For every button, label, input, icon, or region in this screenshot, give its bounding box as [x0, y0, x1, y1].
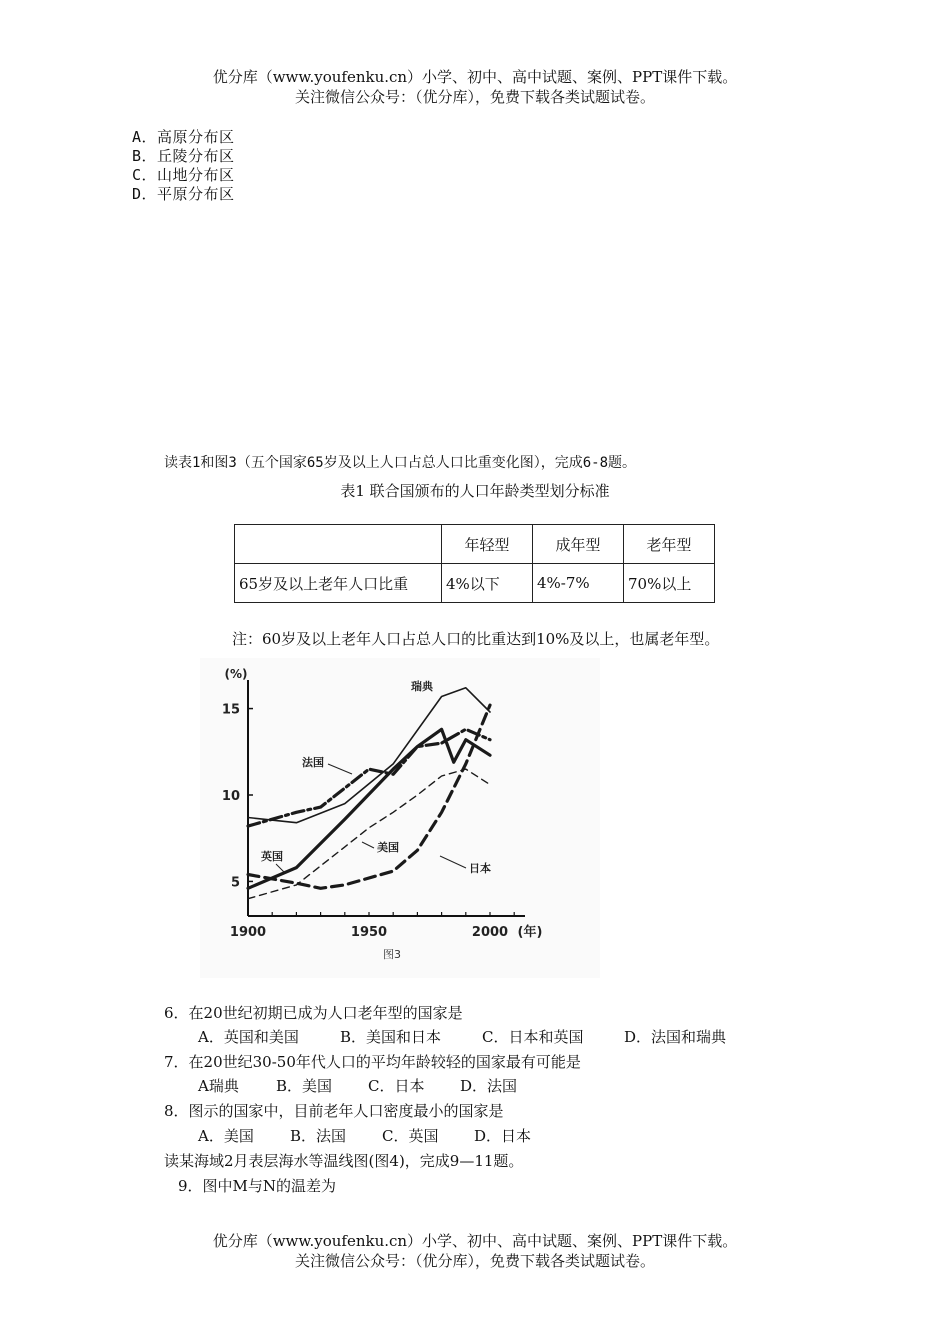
series-label-4: 日本: [469, 862, 491, 875]
series-label-0: 瑞典: [411, 680, 433, 693]
table-row-label: 65岁及以上老年人口比重: [235, 564, 442, 603]
x-tick-label: 1950: [350, 925, 388, 940]
table-cell-young: 4%以下: [442, 564, 533, 603]
table-row: [235, 564, 715, 603]
prev-option-a: A．高原分布区: [132, 128, 235, 146]
table-cell-adult: 4%-7%: [533, 564, 624, 603]
table-header-adult: 成年型: [533, 525, 624, 564]
question-8-option-b: B．法国: [290, 1127, 347, 1145]
question-6-stem: 6．在20世纪初期已成为人口老年型的国家是: [164, 1004, 463, 1022]
footer-line-1: 优分库（www.youfenku.cn）小学、初中、高中试题、案例、PPT课件下载。: [212, 1232, 738, 1250]
series-label-1: 法国: [302, 756, 324, 769]
header-line-2: 关注微信公众号：（优分库），免费下载各类试题试卷。: [294, 88, 655, 106]
y-tick-label: 10: [221, 789, 240, 804]
table-note: 注：60岁及以上老年人口占总人口的比重达到10%及以上，也属老年型。: [232, 630, 720, 648]
intro-text: 读表1和图3（五个国家65岁及以上人口占总人口比重变化图），完成6-8题。: [164, 455, 636, 471]
classification-table: [234, 524, 715, 603]
question-9-stem: 9．图中M与N的温差为: [178, 1177, 337, 1195]
question-8-option-c: C．英国: [382, 1127, 439, 1145]
population-aging-chart: [200, 658, 600, 978]
x-tick-label: 2000: [471, 925, 509, 940]
table-cell-old: 70%以上: [624, 564, 715, 603]
prev-option-b: B．丘陵分布区: [132, 147, 235, 165]
question-6-option-b: B．美国和日本: [340, 1028, 442, 1046]
table-header-row: [235, 525, 715, 564]
prev-option-c: C．山地分布区: [132, 166, 235, 184]
question-6-option-c: C．日本和英国: [482, 1028, 584, 1046]
question-7-stem: 7．在20世纪30-50年代人口的平均年龄较轻的国家最有可能是: [164, 1053, 581, 1071]
question-7-option-b: B．美国: [276, 1077, 333, 1095]
table-header-old: 老年型: [624, 525, 715, 564]
next-intro: 读某海域2月表层海水等温线图(图4)，完成9—11题。: [164, 1152, 524, 1170]
series-label-3: 美国: [377, 841, 399, 854]
x-axis-unit: (年): [517, 925, 543, 940]
series-label-2: 英国: [261, 850, 283, 863]
table-header-young: 年轻型: [442, 525, 533, 564]
question-8-option-d: D．日本: [474, 1127, 532, 1145]
y-tick-label: 15: [221, 702, 240, 718]
y-tick-label: 5: [230, 875, 240, 891]
footer-line-2: 关注微信公众号：（优分库），免费下载各类试题试卷。: [294, 1252, 655, 1270]
question-6-option-a: A．英国和美国: [198, 1028, 299, 1046]
chart-title: 图3: [383, 948, 401, 961]
x-tick-label: 1900: [229, 925, 267, 940]
question-7-option-d: D．法国: [460, 1077, 518, 1095]
y-axis-unit: (%): [224, 667, 248, 681]
question-7-option-c: C．日本: [368, 1077, 425, 1095]
question-8-option-a: A．美国: [198, 1127, 254, 1145]
table-caption: 表1 联合国颁布的人口年龄类型划分标准: [340, 482, 610, 500]
question-7-option-a: A瑞典: [198, 1077, 239, 1095]
table-header-blank: [235, 525, 442, 564]
header-line-1: 优分库（www.youfenku.cn）小学、初中、高中试题、案例、PPT课件下载。: [212, 68, 738, 86]
question-6-option-d: D．法国和瑞典: [624, 1028, 727, 1046]
prev-option-d: D．平原分布区: [132, 185, 235, 203]
question-8-stem: 8．图示的国家中，目前老年人口密度最小的国家是: [164, 1102, 504, 1120]
